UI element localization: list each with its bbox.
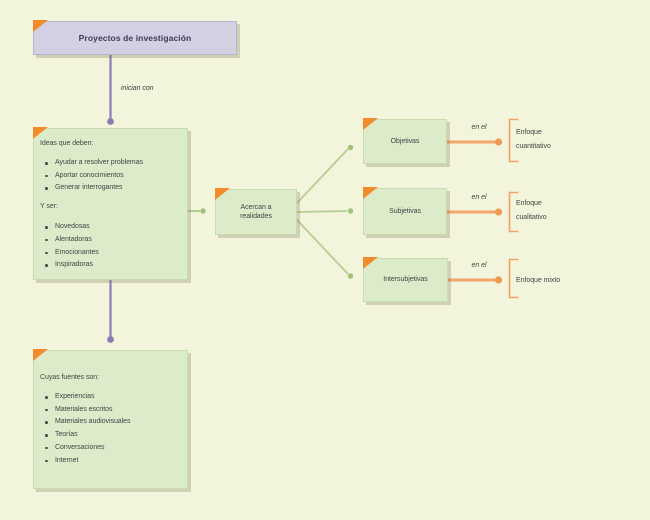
node-objetivas <box>363 119 447 164</box>
result-enfoque-cualitativo <box>516 197 547 224</box>
list-item: Emocionantes <box>40 247 181 260</box>
ideas-heading-1: Ideas que deben: <box>40 140 94 147</box>
list-item: Novedosas <box>40 221 181 234</box>
node-intersubjetivas-label: Intersubjetivas <box>383 276 428 284</box>
purple-connector-ideas-to-fuentes <box>107 280 114 343</box>
list-item: Conversaciones <box>40 442 181 455</box>
folded-corner-icon <box>33 349 48 361</box>
node-objetivas-label: Objetivas <box>390 137 420 145</box>
fuentes-bullet-list <box>40 391 181 467</box>
node-acercan-line2: realidades <box>240 213 272 220</box>
list-item: Teorías <box>40 429 181 442</box>
folded-corner-icon <box>363 257 378 269</box>
node-ideas <box>33 128 188 280</box>
ideas-bullet-list-2 <box>40 221 181 272</box>
green-connector-ideas-to-acercan <box>187 208 206 213</box>
list-item: Materiales escritos <box>40 404 181 417</box>
list-item: Materiales audiovisuales <box>40 416 181 429</box>
node-subjetivas <box>363 188 447 235</box>
result-enfoque-mixto <box>516 274 560 288</box>
node-fuentes <box>33 350 188 489</box>
result-line: cuantitativo <box>516 142 551 150</box>
list-item: Inspiradoras <box>40 259 181 272</box>
list-item: Experiencias <box>40 391 181 404</box>
folded-corner-icon <box>215 188 230 200</box>
edge-label-en-el-2: en el <box>471 194 487 201</box>
folded-corner-icon <box>33 20 48 32</box>
edge-label-en-el-3: en el <box>471 262 487 269</box>
node-acercan-label <box>240 203 272 222</box>
purple-connector-title-to-ideas <box>107 55 114 125</box>
node-proyectos-label: Proyectos de investigación <box>78 33 192 43</box>
node-acercan-a-realidades <box>215 189 297 235</box>
node-acercan-line1: Acercan a <box>240 203 272 211</box>
orange-arrow-subjetivas <box>447 208 502 215</box>
green-connector-acercan-to-objetivas <box>297 145 353 203</box>
folded-corner-icon <box>33 127 48 139</box>
result-line: Enfoque mixto <box>516 277 561 284</box>
fuentes-heading: Cuyas fuentes son: <box>40 374 100 381</box>
result-line: Enfoque <box>516 200 542 207</box>
result-enfoque-cuantitativo <box>516 126 551 153</box>
list-item: Aportar conocimientos <box>40 170 181 183</box>
edge-label-inician-con: inician con <box>121 85 154 92</box>
list-item: Internet <box>40 455 181 468</box>
list-item: Alentadoras <box>40 234 181 247</box>
result-line: Enfoque <box>516 129 542 136</box>
folded-corner-icon <box>363 187 378 199</box>
green-connector-acercan-to-intersubjetivas <box>297 220 353 279</box>
node-proyectos <box>33 21 237 55</box>
orange-arrow-objetivas <box>447 138 502 145</box>
list-item: Ayudar a resolver problemas <box>40 157 181 170</box>
list-item: Generar interrogantes <box>40 182 181 195</box>
node-intersubjetivas <box>363 258 448 302</box>
ideas-heading-2: Y ser: <box>40 203 58 211</box>
ideas-bullet-list-1 <box>40 157 181 195</box>
result-line: cualitativo <box>516 213 547 221</box>
green-connector-acercan-to-subjetivas <box>297 208 353 213</box>
orange-arrow-intersubjetivas <box>448 276 502 283</box>
node-subjetivas-label: Subjetivas <box>389 207 421 215</box>
edge-label-en-el-1: en el <box>471 124 487 131</box>
folded-corner-icon <box>363 118 378 130</box>
